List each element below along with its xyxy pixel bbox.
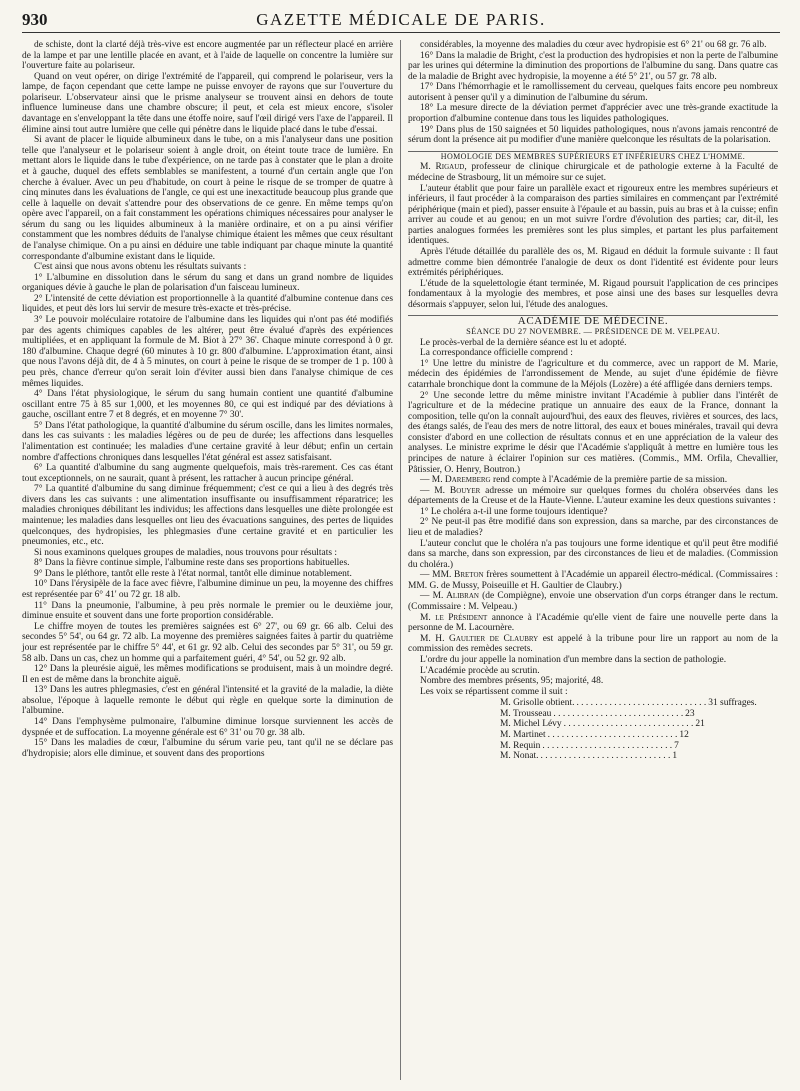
vote-candidate: M. Grisolle obtient. xyxy=(500,698,575,709)
page-title: GAZETTE MÉDICALE DE PARIS. xyxy=(256,10,546,29)
vote-candidate: M. Martinet xyxy=(500,730,546,740)
article-paragraph: 8° Dans la fièvre continue simple, l'albumine reste dans ses proportions habituelles. xyxy=(34,558,350,569)
article-paragraph: L'ordre du jour appelle la nomination d'un membre dans la section de pathologie. xyxy=(420,654,727,665)
article-paragraph: 4° Dans l'état physiologique, le sérum du sang humain contient une quantité d'albumine oscillant entre 75 à 85 sur 1,000, et les moyennes 80, ce qui est indiqué par des déviations à gauche, oscillant entre 7 et 8 degrés, et en moyenne 7° 30'. xyxy=(22,389,393,421)
article-paragraph: L'auteur établit que pour faire un parallèle exact et rigoureux entre les membres supérieurs et inférieurs, il faut procéder à la comparaison des parties similaires en commençant par l'extrémité périphérique (main et pied), passer ensuite à l'épaule et au bassin, puis au bras et à la cuisse; enfin arriver au coude et au genou; en un mot suivre l'ordre d'évolution des parties; car, dit-il, les parties analogues formées les premières sont les plus simples, et partant les plus parfaitement identiques. xyxy=(408,183,778,247)
left-column xyxy=(22,40,393,1086)
article-paragraph: Si avant de placer le liquide albumineux dans le tube, on a mis l'analyseur dans une position telle que l'analyseur et le polariseur soient à angle droit, on éteint toute trace de lumière. En mettant alors le liquide dans le tube d'expérience, on ne tarde pas à constater que le plan a droite et à gauche, duquel des effets semblables se manifestent, a tourné d'un certain angle que l'on cherche à évaluer. Avec un peu d'habitude, on court à peine le risque de se tromper de quatre à cinq minutes dans les évaluations de l'angle, ce qui est une inexactitude beaucoup plus grande que celle à laquelle on devait s'attendre pour des observations de ce genre. En même temps qu'on opère avec l'appareil, on a fait constamment les opérations chimiques nécessaires pour analyser le sérum du sang ou les liquides albumineux à la manière ordinaire, et on a pu ainsi vérifier constamment que les nombres déduits de l'analyse chimique étaient les mêmes que ceux résultant de l'analyse chimique. On a pu ainsi en déduire une table indiquant par chaque minute la quantité correspondante d'albumine existant dans le liquide. xyxy=(22,135,393,262)
article-paragraph: 2° Une seconde lettre du même ministre invitant l'Académie à publier dans l'intérêt de l'agriculture et de la médecine pratique un annuaire des eaux de la France, donnant la composition, telle qu'on la connaît aujourd'hui, des eaux des fleuves, rivières et sources, des lacs, des étangs salés, de l'eau des mers de notre littoral, des eaux et boues minérales, travail qui devra consister d'abord en une collection de résultats connus et en une appréciation de la valeur des analyses. Le ministre exprime le désir que l'Académie s'appliquât à mettre en lumière tous les principes de nature à éclairer l'opinion sur ces matières. (Commis., MM. Orfila, Chevallier, Pâtissier, O. Henry, Boutron.) xyxy=(408,390,778,475)
vote-count: 31 suffrages. xyxy=(708,698,757,709)
article-paragraph: 13° Dans les autres phlegmasies, c'est en général l'intensité et la gravité de la maladie, la diète absolue, l'époque à laquelle remonte le début qui règle en quelque sorte la diminution de l'albumine. xyxy=(22,685,393,717)
article-paragraph: 12° Dans la pleurésie aiguë, les mêmes modifications se produisent, mais à un moindre degré. Il en est de même dans la bronchite aiguë. xyxy=(22,664,393,685)
article-paragraph: Le procès-verbal de la dernière séance est lu et adopté. xyxy=(420,337,627,348)
article-paragraph: 19° Dans plus de 150 saignées et 50 liquides pathologiques, nous n'avons jamais rencontré de sérum dont la présence ait pu modifier d'une manière quelconque les résultats de la polarisation. xyxy=(408,124,778,146)
article-paragraph: 7° La quantité d'albumine du sang diminue fréquemment; c'est ce qui a lieu à des degrés très divers dans les cas suivants : une alimentation insuffisante ou insuffisamment réparatrice; les maladies chroniques débilitant les individus; les affections dans lesquelles une diète prolongée est maintenue; les maladies dans lesquelles ont lieu des évacuations sanguines, des pertes de liquides quelconques, des hydropisies, les phlegmasies d'une certaine gravité et en particulier les pneumonies, etc., etc. xyxy=(22,484,393,548)
article-paragraph: 11° Dans la pneumonie, l'albumine, à peu près normale le premier ou le deuxième jour, diminue ensuite et souvent dans une forte proportion considérable. xyxy=(22,600,393,622)
vote-leader-dots: . . . . . . . . . . . . . . . . . . . . . . . . . . . . xyxy=(540,751,671,762)
vote-count: 21 xyxy=(695,719,705,730)
article-paragraph: C'est ainsi que nous avons obtenu les résultats suivants : xyxy=(34,262,247,273)
article-paragraph: L'Académie procède au scrutin. xyxy=(420,665,540,676)
president-paragraph: M. le Président annonce à l'Académie qu'elle vient de faire une nouvelle perte dans la personne de M. Lacournère. xyxy=(408,612,778,634)
article-paragraph: 2° L'intensité de cette déviation est proportionnelle à la quantité d'albumine contenue dans ces liquides, et peut dès lors lui servir de mesure très-exacte et très-précise. xyxy=(22,293,393,315)
vote-count: 7 xyxy=(674,740,679,751)
article-paragraph: L'étude de la squelettologie étant terminée, M. Rigaud poursuit l'application de ces principes fondamentaux à la myologie des membres, et pose ainsi une des bases sur lesquelles devra désormais s'appuyer, selon lui, l'étude des analogues. xyxy=(408,278,778,310)
vote-tally xyxy=(500,698,778,761)
vote-row xyxy=(500,698,757,709)
academie-body-c xyxy=(408,655,778,697)
alibran-paragraph: — M. Alibran (de Compiègne), envoie une observation d'un corps étranger dans le rectum. (Commissaire : M. Velpeau.) xyxy=(408,591,778,613)
section-heading-homologie: HOMOLOGIE DES MEMBRES SUPÉRIEURS ET INFÉRIEURS CHEZ L'HOMME. xyxy=(440,151,746,161)
vote-row xyxy=(500,719,705,730)
article-paragraph: La correspondance officielle comprend : xyxy=(420,348,573,359)
article-paragraph: de schiste, dont la clarté déjà très-vive est encore augmentée par un réflecteur placé en arrière de la lampe et par une lentille placée en avant, et à l'aide de laquelle on concentre la lumière sur l'ouverture faite au polariseur. xyxy=(22,40,393,72)
bouyer-paragraph: — M. Bouyer adresse un mémoire sur quelques formes du choléra observées dans les départements de la Creuse et de la Haute-Vienne. L'auteur examine les deux questions suivantes : xyxy=(408,485,778,507)
gaultier-paragraph: M. H. Gaultier de Claubry est appelé à la tribune pour lire un rapport au nom de la commission des remèdes secrets. xyxy=(408,633,778,655)
page-header xyxy=(22,6,780,33)
daremberg-paragraph: — M. Daremberg rend compte à l'Académie de la première partie de sa mission. xyxy=(420,475,728,486)
rigaud-lead-paragraph: M. Rigaud, professeur de clinique chirurgicale et de pathologie externe à la Faculté de médecine de Strasbourg, lit un mémoire sur ce sujet. xyxy=(408,162,778,183)
article-paragraph: 5° Dans l'état pathologique, la quantité d'albumine du sérum oscille, dans les limites normales, dans les cas suivants : les maladies légères ou de peu de durée; les affections dans lesquelles l'alimentation est continuée; les maladies d'une certaine gravité à leur début; enfin un certain nombre d'affections chroniques dans lesquelles l'état général est assez satisfaisant. xyxy=(22,420,393,463)
article-paragraph: L'auteur conclut que le choléra n'a pas toujours une forme identique et qu'il peut être modifié dans sa marche, dans son expression, par des circonstances de lieu et de maladies. (Commission du choléra.) xyxy=(408,538,778,570)
vote-leader-dots: . . . . . . . . . . . . . . . . . . . . . . . . . . . . xyxy=(542,740,673,751)
article-paragraph: 3° Le pouvoir moléculaire rotatoire de l'albumine dans les liquides qui n'ont pas été modifiés par des agents chimiques capables de les altérer, peut être évalué d'après des expériences multipliées, et en appliquant la formule de M. Biot à 27° 36'. Chaque minute correspond à 0 gr. 180 d'albumine. Chaque degré (60 minutes à 10 gr. 800 d'albumine. L'approximation étant, ainsi que nous l'avons déjà dit, de 4 à 5 minutes, on court à peine le risque de se tromper de 1 p. 100 à peu près, chance d'erreur qu'on serait loin d'éviter aussi bien dans l'analyse chimique de ces mêmes liquides. xyxy=(22,315,393,389)
vote-count: 1 xyxy=(672,751,678,762)
right-intro xyxy=(408,40,778,146)
vote-count: 12 xyxy=(679,730,689,740)
rigaud-name: M. Rigaud, xyxy=(420,162,467,173)
vote-row xyxy=(500,740,679,752)
breton-paragraph: — MM. Breton frères soumettent à l'Académie un appareil électro-médical. (Commissaires : MM. G. de Mussy, Poiseuille et H. Gaultier de Claubry.) xyxy=(408,570,778,591)
article-paragraph: Quand on veut opérer, on dirige l'extrémité de l'appareil, qui comprend le polariseur, vers la lampe, de façon cependant que cette lampe ne puisse envoyer de rayons que sur l'ouverture du polariseur. L'observateur ainsi que le prisme analyseur se trouvent ainsi en dehors de toute influence lumineuse dans une chambre obscure; il peut, et cela est mieux encore, s'isoler davantage en s'enveloppant la tête dans une étoffe noire, sauf l'œil dirigé vers l'axe de l'appareil. Il élimine ainsi tout autre lumière que celle qui pénètre dans le liquide placé dans le tube d'essai. xyxy=(22,71,393,135)
academie-body-a xyxy=(408,338,778,476)
article-paragraph: 1° L'albumine en dissolution dans le sérum du sang et dans un grand nombre de liquides organiques dévie à gauche le plan de polarisation d'un faisceau lumineux. xyxy=(22,272,393,294)
seance-meta: SÉANCE DU 27 NOVEMBRE. — PRÉSIDENCE DE M. VELPEAU. xyxy=(466,327,720,337)
article-paragraph: 1° Le choléra a-t-il une forme toujours identique? xyxy=(420,506,608,517)
academie-body-b xyxy=(408,507,778,570)
article-paragraph: 14° Dans l'emphysème pulmonaire, l'albumine diminue lorsque surviennent les accès de dyspnée et de suffocation. La moyenne générale est 6° 31' ou 70 gr. 38 alb. xyxy=(22,717,393,738)
homologie-body xyxy=(408,184,778,311)
article-paragraph: Si nous examinons quelques groupes de maladies, nous trouvons pour résultats : xyxy=(34,547,338,558)
article-paragraph: 2° Ne peut-il pas être modifié dans son expression, dans sa marche, par des circonstances de lieu et de maladies? xyxy=(408,517,778,539)
article-paragraph: 6° La quantité d'albumine du sang augmente quelquefois, mais très-rarement. Ces cas étant tout exceptionnels, on ne saurait, quant à présent, les rattacher à aucun principe général. xyxy=(22,463,393,484)
vote-leader-dots: . . . . . . . . . . . . . . . . . . . . . . . . . . . . xyxy=(553,708,684,719)
vote-leader-dots: . . . . . . . . . . . . . . . . . . . . . . . . . . . . xyxy=(576,698,707,709)
vote-row xyxy=(500,708,695,720)
article-paragraph: considérables, la moyenne des maladies du cœur avec hydropisie est 6° 21' ou 68 gr. 76 alb. xyxy=(420,40,767,50)
article-paragraph: Les voix se répartissent comme il suit : xyxy=(420,686,568,697)
vote-row xyxy=(500,751,678,762)
article-paragraph: 1° Une lettre du ministre de l'agriculture et du commerce, avec un rapport de M. Marie, médecin des épidémies de l'arrondissement de Mende, au sujet d'une épidémie de fièvre catarrhale bronchique dont la commune de la Méjols (Lozère) a été affligée dans derniers temps. xyxy=(408,358,778,390)
article-paragraph: 15° Dans les maladies de cœur, l'albumine du sérum varie peu, tant qu'il ne se déclare pas d'hydropisie; alors elle diminue, et souvent dans des proportions xyxy=(22,738,393,759)
vote-row xyxy=(500,730,689,741)
article-paragraph: Après l'étude détaillée du parallèle des os, M. Rigaud en déduit la formule suivante : Il faut admettre comme bien démontrée l'analogie de deux os dont l'identité est évidente pour leurs extrémités périphériques. xyxy=(408,246,778,279)
article-paragraph: 16° Dans la maladie de Bright, c'est la production des hydropisies et non la perte de l'albumine par les urines qui détermine la diminution des proportions de l'albumine du sang. Dans quatre cas de la maladie de Bright avec hydropisie, la moyenne a été 5° 21', ou 57 gr. 78 alb. xyxy=(408,50,778,82)
vote-candidate: M. Trousseau xyxy=(500,708,552,719)
article-paragraph: 9° Dans le pléthore, tantôt elle reste à l'état normal, tantôt elle diminue notablement. xyxy=(34,568,352,579)
vote-candidate: M. Michel Lévy xyxy=(500,719,562,730)
vote-leader-dots: . . . . . . . . . . . . . . . . . . . . . . . . . . . . xyxy=(563,719,694,730)
vote-candidate: M. Requin xyxy=(500,740,541,751)
vote-count: 23 xyxy=(685,708,695,719)
page-number: 930 xyxy=(22,10,48,29)
right-column xyxy=(408,40,778,1086)
vote-leader-dots: . . . . . . . . . . . . . . . . . . . . . . . . . . . . xyxy=(547,730,678,740)
vote-candidate: M. Nonat. xyxy=(500,751,539,762)
article-paragraph: Nombre des membres présents, 95; majorité, 48. xyxy=(420,676,604,687)
article-paragraph: 17° Dans l'hémorrhagie et le ramollissement du cerveau, quelques faits encore peu nombreux autorisent à penser qu'il y a diminution de l'albumine du sérum. xyxy=(408,82,778,103)
article-paragraph: 10° Dans l'érysipèle de la face avec fièvre, l'albumine diminue un peu, la moyenne des chiffres est représentée par 6° 41' ou 72 gr. 18 alb. xyxy=(22,579,393,601)
article-paragraph: Le chiffre moyen de toutes les premières saignées est 6° 27', ou 69 gr. 66 alb. Celui des secondes 5° 54', ou 64 gr. 72 alb. La moyenne des premières saignées faites à partir du quatrième jour est représentée par le chiffre 5° 44', et 61 gr. 92 alb. Celui des secondes par 5° 31', ou 59 gr. 58 alb. Dans un cas, chez un homme qui a parfaitement guéri, 4° 54', ou 52 gr. 92 alb. xyxy=(22,621,393,664)
article-paragraph: 18° La mesure directe de la déviation permet d'apprécier avec une très-grande exactitude la proportion d'albumine contenue dans tous les liquides pathologiques. xyxy=(408,103,778,125)
column-divider xyxy=(400,40,401,1080)
section-title-academie: ACADÉMIE DE MÉDECINE. xyxy=(517,315,669,328)
